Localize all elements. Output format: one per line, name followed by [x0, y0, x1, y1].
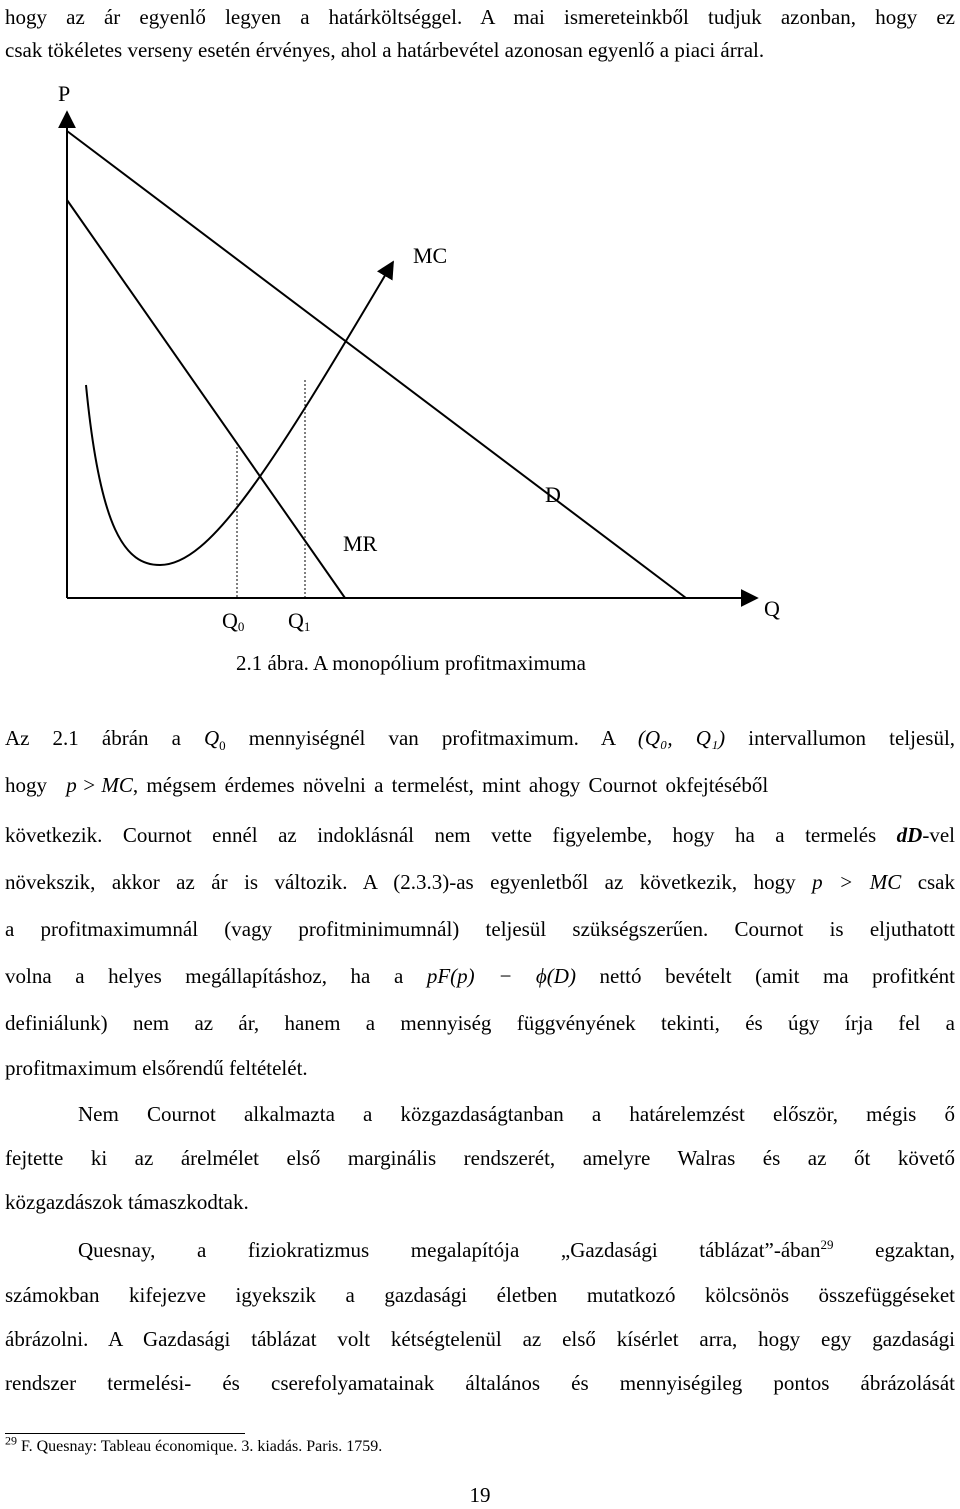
- paragraph-line: volna a helyes megállapításhoz, ha a pF(p) − ϕ(D) nettó bevételt (amit ma profitként: [5, 964, 955, 988]
- figure-caption: 2.1 ábra. A monopólium profitmaximuma: [236, 651, 586, 675]
- footnote-text: F. Quesnay: Tableau économique. 3. kiadás. Paris. 1759.: [21, 1438, 383, 1455]
- paragraph-line: ábrázolni. A Gazdasági táblázat volt kétségtelenül az első kísérlet arra, hogy egy gazdasági: [5, 1327, 955, 1351]
- paragraph-line: profitmaximum elsőrendű feltételét.: [5, 1056, 308, 1080]
- footnote-separator: [5, 1433, 245, 1434]
- text-span: Az 2.1 ábrán a: [5, 726, 181, 750]
- paragraph-line: rendszer termelési- és cserefolyamatainak általános és mennyiségileg pontos ábrázolását: [5, 1371, 955, 1395]
- text-line: hogy az ár egyenlő legyen a határköltséggel. A mai ismereteinkből tudjuk azonban, hogy ez: [5, 5, 955, 29]
- axis-label-p: P: [58, 81, 71, 106]
- paragraph-line: növekszik, akkor az ár is változik. A (2.3.3)-as egyenletből az következik, hogy p > MC csak: [5, 870, 956, 894]
- footnote: [5, 1433, 383, 1456]
- page-number: 19: [469, 1483, 491, 1507]
- paragraph-line: következik. Cournot ennél az indoklásnál nem vette figyelembe, hogy ha a termelés dD-vel: [5, 823, 955, 847]
- math-interval: (Q₀, Q₁): [637, 726, 726, 750]
- demand-curve: [67, 131, 686, 598]
- paragraph-line: a profitmaximumnál (vagy profitminimumnál) teljesül szükségszerűen. Cournot is eljuthatott: [5, 917, 955, 941]
- text-line: csak tökéletes verseny esetén érvényes, ahol a határbevétel azonosan egyenlő a piaci árral.: [5, 38, 765, 62]
- math-inequality: p > MC: [66, 773, 133, 797]
- math-net-revenue: pF(p) − ϕ(D): [426, 964, 576, 988]
- paragraph-line: Nem Cournot alkalmazta a közgazdaságtanban a határelemzést először, mégis ő: [78, 1102, 955, 1126]
- q0-label: Q0: [222, 608, 245, 634]
- paragraph-line: fejtette ki az árelmélet első marginális rendszerét, amelyre Walras és az őt követő: [5, 1146, 955, 1170]
- monopoly-diagram: [0, 70, 960, 680]
- text-span: intervallumon teljesül,: [748, 726, 956, 750]
- marginal-revenue-curve: [67, 200, 345, 598]
- paragraph-line: számokban kifejezve igyekszik a gazdasági életben mutatkozó kölcsönös összefüggéseket: [5, 1283, 955, 1307]
- paragraph-line: definiálunk) nem az ár, hanem a mennyiség függvényének tekinti, és úgy írja fel a: [5, 1011, 955, 1035]
- d-label: D: [545, 482, 561, 507]
- marginal-cost-curve: [86, 262, 393, 565]
- math-dd: dD: [896, 823, 923, 847]
- paragraph-line: Quesnay, a fiziokratizmus megalapítója „Gazdasági táblázat”-ában$^{29}$ egzaktan,: [78, 1237, 955, 1262]
- text-span: , mégsem érdemes növelni a termelést, mint ahogy Cournot okfejtéséből: [132, 773, 769, 797]
- math-inequality: p > MC: [812, 870, 902, 894]
- footnote-ref[interactable]: 29: [820, 1237, 834, 1252]
- math-q0: $Q_0$: [204, 726, 226, 754]
- paragraph-line: [5, 773, 955, 798]
- paragraph-line: közgazdászok támaszkodtak.: [5, 1190, 249, 1214]
- footnote-number: 29: [5, 1433, 17, 1448]
- mr-label: MR: [343, 531, 378, 556]
- text-span: mennyiségnél van profitmaximum. A: [248, 726, 615, 750]
- text-span: hogy: [5, 773, 47, 797]
- q1-label: Q1: [288, 608, 311, 634]
- axis-label-q: Q: [764, 596, 780, 621]
- paragraph-line: [5, 726, 956, 754]
- mc-label: MC: [413, 243, 448, 268]
